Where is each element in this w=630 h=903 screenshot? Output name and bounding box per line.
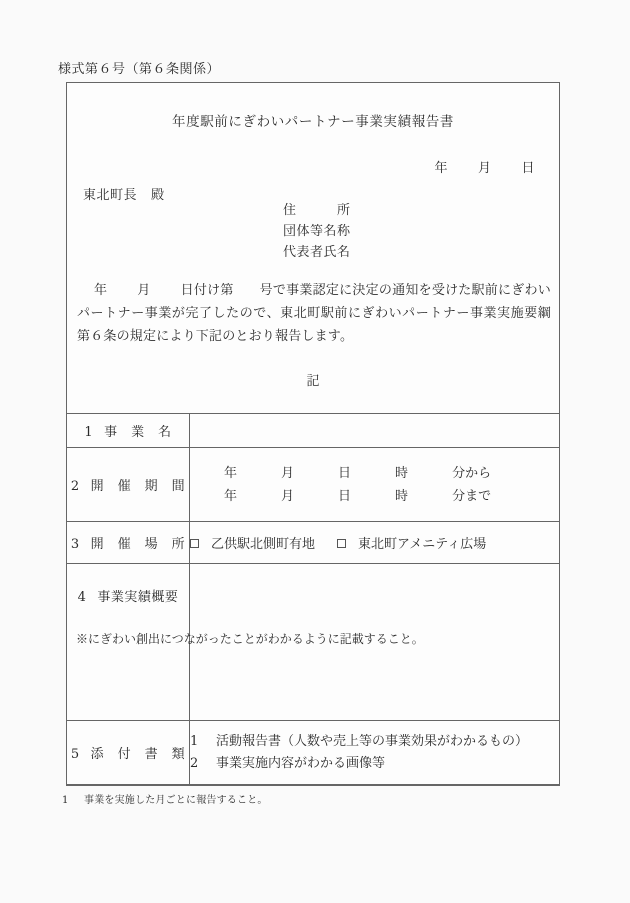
date-month-label: 月	[477, 161, 492, 176]
body-paragraph	[77, 279, 551, 348]
row-label-text-2: 開 催 期 間	[90, 479, 186, 494]
body-paragraph-text: 号で事業認定に決定の通知を受けた駅前にぎわいパートナー事業が完了したので、東北町駅前にぎわいパートナー事業実施要綱第６条の規定により下記のとおり報告します。	[77, 283, 551, 344]
sender-field-organization: 団体等名称	[283, 224, 351, 239]
attachment-item-2	[190, 753, 559, 775]
row-label-business-name	[67, 414, 190, 448]
row-value-venue	[190, 522, 560, 564]
checkbox-venue-amenity[interactable]	[337, 539, 346, 548]
date-line	[434, 157, 535, 176]
letter-header-area	[67, 83, 559, 413]
date-day-label: 日	[521, 161, 535, 176]
row-label-venue	[67, 522, 190, 564]
period-end-line	[224, 485, 559, 508]
period-end-hour: 時	[395, 488, 409, 504]
row-label-summary-note: ※にぎわい創出につながったことがわかるように記載すること。	[76, 632, 424, 646]
row-label-text-5: 添 付 書 類	[90, 747, 186, 762]
period-start-line	[224, 462, 559, 485]
period-end-year: 年	[224, 488, 238, 504]
attachment-number-2: 2	[190, 755, 199, 771]
venue-options	[190, 533, 559, 552]
row-label-text-3: 開 催 場 所	[90, 537, 186, 552]
period-fields	[190, 462, 559, 508]
row-number-4: 4	[77, 590, 87, 605]
attachment-list	[190, 731, 559, 775]
form-number: 様式第６号（第６条関係）	[58, 62, 221, 77]
row-number-5: 5	[70, 747, 80, 762]
period-end-day: 日	[338, 488, 352, 504]
venue-label-otomo: 乙供駅北側町有地	[211, 537, 316, 552]
row-number-3: 3	[70, 537, 80, 552]
row-label-attachments	[67, 721, 190, 785]
checkbox-venue-otomo[interactable]	[190, 539, 199, 548]
row-label-summary	[67, 564, 424, 721]
form-table	[66, 413, 560, 785]
attachment-number-1: 1	[190, 733, 199, 749]
venue-label-amenity: 東北町アメニティ広場	[358, 537, 487, 552]
body-month-label: 月	[137, 283, 151, 298]
row-number-2: 2	[70, 479, 80, 494]
period-start-minute: 分から	[452, 465, 492, 481]
row-label-summary-title	[67, 586, 189, 605]
table-row-attachments	[67, 721, 560, 785]
footnote-number: 1	[62, 795, 69, 806]
document-title: 年度駅前にぎわいパートナー事業実績報告書	[172, 114, 454, 130]
row-value-business-name[interactable]	[190, 414, 560, 448]
period-end-month: 月	[281, 488, 295, 504]
sender-field-address: 住 所	[283, 203, 351, 218]
attachment-text-2: 事業実施内容がわかる画像等	[216, 755, 386, 771]
row-label-period	[67, 448, 190, 522]
addressee-name: 東北町長	[83, 188, 138, 203]
period-start-hour: 時	[395, 465, 409, 481]
body-day-number-label: 日付け第	[180, 283, 234, 298]
row-label-text-1: 事 業 名	[104, 425, 172, 440]
table-row-period	[67, 448, 560, 522]
row-label-text-4: 事業実績概要	[97, 590, 179, 605]
ki-marker: 記	[306, 374, 320, 389]
addressee-honorific: 殿	[151, 188, 165, 203]
row-number-1: 1	[84, 425, 94, 440]
table-row-business-name	[67, 414, 560, 448]
footnote-text: 事業を実施した月ごとに報告すること。	[84, 795, 268, 806]
period-start-month: 月	[281, 465, 295, 481]
table-row-summary	[67, 564, 560, 721]
period-start-year: 年	[224, 465, 238, 481]
footnote	[62, 791, 268, 806]
table-row-venue	[67, 522, 560, 564]
form-frame	[66, 82, 560, 786]
row-value-attachments	[190, 721, 560, 785]
row-value-period[interactable]	[190, 448, 560, 522]
attachment-item-1	[190, 731, 559, 753]
period-start-day: 日	[338, 465, 352, 481]
attachment-text-1: 活動報告書（人数や売上等の事業効果がわかるもの）	[216, 733, 529, 749]
addressee	[83, 184, 165, 203]
period-end-minute: 分まで	[452, 488, 492, 504]
sender-field-representative: 代表者氏名	[283, 245, 351, 260]
date-year-label: 年	[434, 161, 448, 176]
body-year-label: 年	[94, 283, 108, 298]
sender-block	[283, 200, 351, 263]
